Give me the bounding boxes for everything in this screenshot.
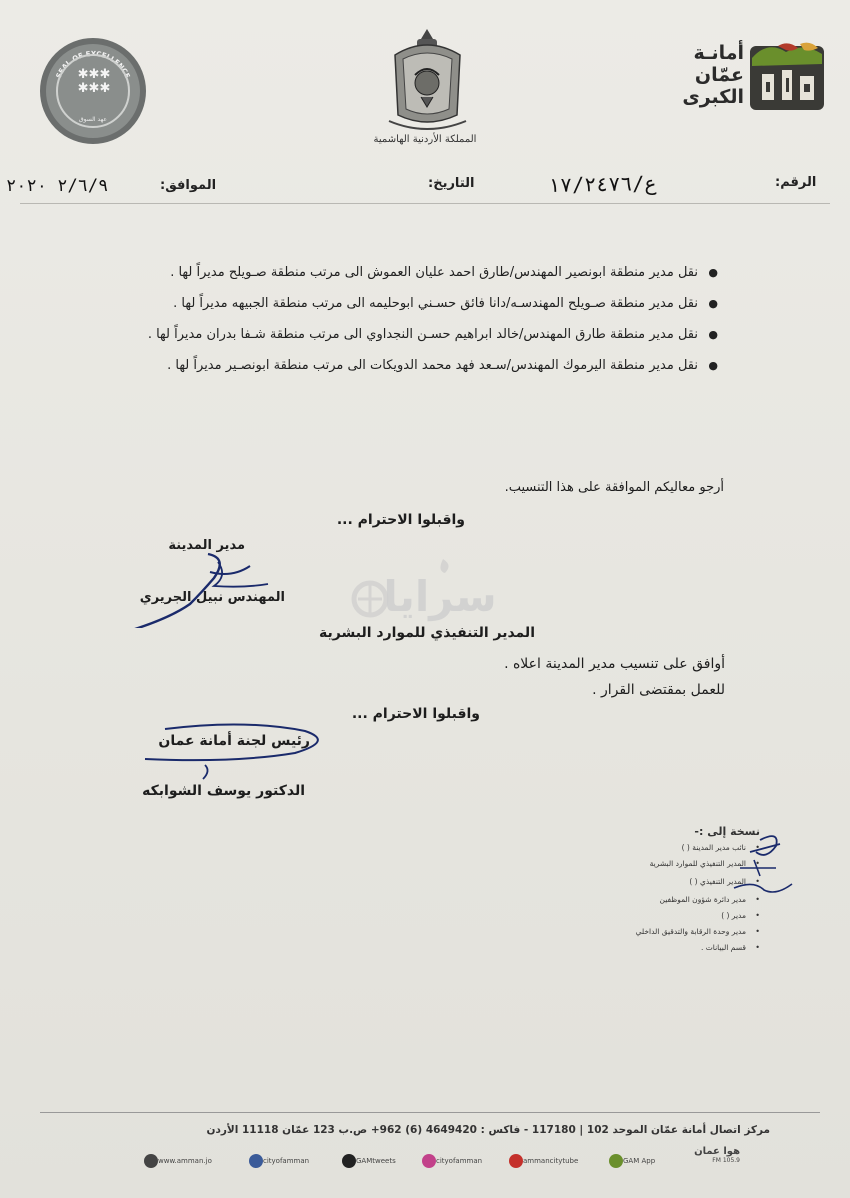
youtube-icon <box>509 1154 523 1168</box>
bullet-icon: • <box>755 859 760 868</box>
copy-item: المدير التنفيذي للموارد البشرية <box>649 859 746 868</box>
social-instagram[interactable] <box>418 1152 482 1170</box>
radio-logo <box>678 1146 740 1164</box>
logo-line-3: الكبرى <box>682 86 744 108</box>
signature-2-icon <box>135 715 325 785</box>
logo-line-2: عمّان <box>694 64 744 86</box>
approval-line-2: للعمل بمقتضى القرار . <box>592 682 725 698</box>
facebook-icon <box>249 1154 263 1168</box>
seal-text: SEAL OF EXCELLENCE <box>54 49 132 80</box>
social-web-label: www.amman.jo <box>158 1157 212 1165</box>
approval-line-1: أوافق على تنسيب مدير المدينة اعلاه . <box>504 656 725 672</box>
number-value: ع/١٧/٢٤٧٦ <box>547 171 657 197</box>
bullet-icon: ● <box>708 266 718 279</box>
bullet-icon: ● <box>708 328 718 341</box>
addressee: المدير التنفيذي للموارد البشرية <box>319 625 535 641</box>
list-item <box>60 322 720 348</box>
regards-2: واقبلوا الاحترام ... <box>351 706 480 722</box>
copy-item: المدير التنفيذي ( ) <box>689 877 746 886</box>
radio-frequency: 105.9 FM <box>712 1157 740 1164</box>
list-item-text: نقل مدير منطقة اليرموك المهندس/سـعد فهد محمد الدويكات الى مرتب منطقة ابونصـير مديراً لها . <box>167 358 698 373</box>
social-facebook[interactable] <box>245 1152 309 1170</box>
list-item <box>60 291 720 317</box>
bullet-icon: ● <box>708 297 718 310</box>
list-item <box>60 260 720 286</box>
social-app[interactable] <box>605 1152 655 1170</box>
bullet-icon: • <box>755 927 760 936</box>
hijri-label: الموافق: <box>160 178 217 193</box>
radio-name: هوا عمان <box>694 1146 740 1157</box>
social-youtube[interactable] <box>505 1152 578 1170</box>
hijri-value: ٢/٦/٩ ٢٠٢٠ <box>6 176 109 196</box>
social-app-label: GAM App <box>623 1157 656 1165</box>
copy-item: مدير دائرة شؤون الموظفين <box>659 895 746 904</box>
social-twitter[interactable] <box>338 1152 396 1170</box>
social-web[interactable] <box>140 1152 212 1170</box>
footer-contact: مركز اتصال أمانة عمّان الموحد 102 | 117180 - فاكس : 4649420 (6) 962+ ص.ب 123 عمّان 11118 الأردن <box>206 1124 770 1136</box>
bullet-icon: • <box>755 843 760 852</box>
x-twitter-icon <box>342 1154 356 1168</box>
list-item-text: نقل مدير منطقة طارق المهندس/خالد ابراهيم حسـن النجداوي الى مرتب منطقة شـفا بدران مديراً لها . <box>147 327 698 342</box>
gam-logo-text <box>684 42 744 108</box>
globe-icon <box>144 1154 158 1168</box>
crest-caption: المملكة الأردنية الهاشمية <box>373 134 477 145</box>
social-instagram-label: cityofamman <box>436 1157 483 1165</box>
social-twitter-label: GAMtweets <box>356 1157 396 1165</box>
footer-rule <box>40 1112 820 1113</box>
seal-of-excellence-logo <box>40 38 146 144</box>
bullet-icon: • <box>755 877 760 886</box>
copy-item: نائب مدير المدينة ( ) <box>681 843 746 852</box>
app-icon <box>609 1154 623 1168</box>
jordan-crest-icon <box>385 25 470 135</box>
bullet-icon: ● <box>708 359 718 372</box>
instagram-icon <box>422 1154 436 1168</box>
social-facebook-label: cityofamman <box>263 1157 310 1165</box>
list-item <box>60 353 720 379</box>
list-item-text: نقل مدير منطقة صـويلح المهندسـه/دانا فائق حسـني ابوحليمه الى مرتب منطقة الجبيهه مديراً لها . <box>173 296 698 311</box>
copy-item: مدير وحدة الرقابة والتدقيق الداخلي <box>635 927 746 936</box>
date-label: التاريخ: <box>428 176 475 191</box>
number-label: الرقم: <box>775 175 817 190</box>
signature-1-icon <box>118 548 288 628</box>
watermark-text: سرايا <box>383 572 497 621</box>
request-sentence: أرجو معاليكم الموافقة على هذا التنسيب. <box>504 480 724 495</box>
list-item-text: نقل مدير منطقة ابونصير المهندس/طارق احمد عليان العموش الى مرتب منطقة صـويلح مديراً لها . <box>170 265 698 280</box>
bullet-icon: • <box>755 911 760 920</box>
seal-subtext: عهد السوق <box>78 116 107 123</box>
signatory-2-title: رئيس لجنة أمانة عمان <box>158 733 310 749</box>
copies-header: نسخة إلى :- <box>694 825 760 838</box>
gam-logo-icon <box>748 40 826 114</box>
social-youtube-label: ammancitytube <box>523 1157 579 1165</box>
seal-stars-icon: ✱✱✱ ✱✱✱ <box>77 67 111 96</box>
header-rule <box>20 203 830 204</box>
bullet-icon: • <box>755 943 760 952</box>
signatory-1-name: المهندس نبيل الجريري <box>139 590 285 605</box>
signatory-1-title: مدير المدينة <box>168 538 245 553</box>
bullet-icon: • <box>755 895 760 904</box>
regards-1: واقبلوا الاحترام ... <box>336 512 465 528</box>
transfer-list <box>60 260 720 384</box>
copy-item: قسم البيانات . <box>700 943 746 952</box>
logo-line-1: أمانـة <box>693 42 744 64</box>
signatory-2-name: الدكتور يوسف الشوابكه <box>142 783 305 799</box>
copy-item: مدير ( ) <box>721 911 746 920</box>
copy-marks-icon <box>730 832 795 902</box>
